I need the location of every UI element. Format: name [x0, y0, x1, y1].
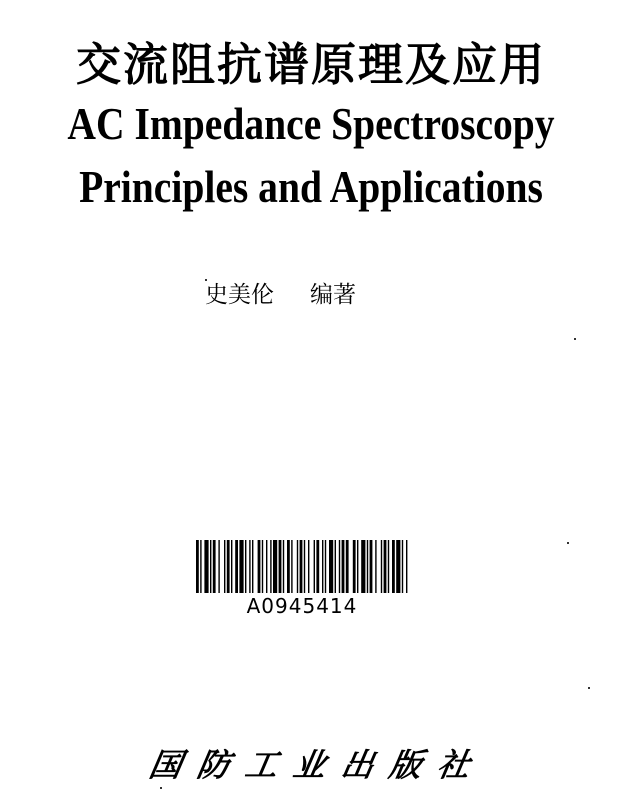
- barcode-bar: [402, 540, 403, 593]
- barcode-bar: [304, 540, 305, 593]
- barcode-bar: [279, 540, 282, 593]
- author-name: 史美伦: [205, 282, 274, 308]
- barcode-bar: [273, 540, 277, 593]
- barcode-bar: [258, 540, 261, 593]
- barcode-bar: [231, 540, 232, 593]
- author-role: 编著: [310, 282, 356, 308]
- barcode-bar: [204, 540, 208, 593]
- barcode-bar: [314, 540, 315, 593]
- scan-speck: [205, 279, 207, 281]
- barcode-bar: [346, 540, 349, 593]
- barcode-bar: [342, 540, 345, 593]
- barcode-bar: [367, 540, 368, 593]
- barcode-bar: [213, 540, 216, 593]
- barcode-bar: [406, 540, 407, 593]
- barcode-bar: [252, 540, 253, 593]
- scan-speck: [567, 542, 569, 544]
- barcode-bar: [224, 540, 225, 593]
- barcode-bar: [300, 540, 303, 593]
- barcode-bar: [388, 540, 389, 593]
- scan-speck: [574, 338, 576, 340]
- barcode-bar: [200, 540, 201, 593]
- barcode-bar: [283, 540, 284, 593]
- barcode-bar: [245, 540, 246, 593]
- barcode-bar: [361, 540, 365, 593]
- scan-speck: [588, 687, 590, 689]
- barcode-bar: [266, 540, 267, 593]
- barcode-bar: [392, 540, 395, 593]
- barcode-bar: [339, 540, 340, 593]
- barcode-bar: [370, 540, 373, 593]
- barcode-bar: [297, 540, 298, 593]
- barcode-bar: [375, 540, 376, 593]
- barcode-bar: [262, 540, 263, 593]
- scan-speck: [160, 787, 162, 789]
- barcode-bar: [384, 540, 387, 593]
- barcode-bar: [291, 540, 292, 593]
- barcode-bar: [287, 540, 290, 593]
- barcode-bar: [235, 540, 238, 593]
- barcode-bar: [316, 540, 319, 593]
- barcode-bar: [381, 540, 382, 593]
- english-title-line1: AC Impedance Spectroscopy: [67, 98, 555, 149]
- barcode-bar: [196, 540, 199, 593]
- barcode-bar: [249, 540, 250, 593]
- barcode-bar: [335, 540, 336, 593]
- barcode-bar: [396, 540, 400, 593]
- barcode-bar: [227, 540, 230, 593]
- barcode-bar: [329, 540, 333, 593]
- barcode: [196, 540, 408, 593]
- barcode-bar: [270, 540, 271, 593]
- barcode-bar: [218, 540, 219, 593]
- barcode-bar: [308, 540, 309, 593]
- english-title-line2: Principles and Applications: [79, 161, 543, 212]
- author-line: [205, 276, 356, 309]
- barcode-bar: [325, 540, 326, 593]
- barcode-bar: [322, 540, 323, 593]
- chinese-title: 交流阻抗谱原理及应用: [75, 38, 546, 91]
- barcode-bar: [239, 540, 243, 593]
- barcode-number: A0945414: [246, 594, 358, 618]
- barcode-bar: [210, 540, 211, 593]
- publisher: 国防工业出版社: [146, 746, 490, 784]
- barcode-bar: [353, 540, 356, 593]
- barcode-bar: [357, 540, 358, 593]
